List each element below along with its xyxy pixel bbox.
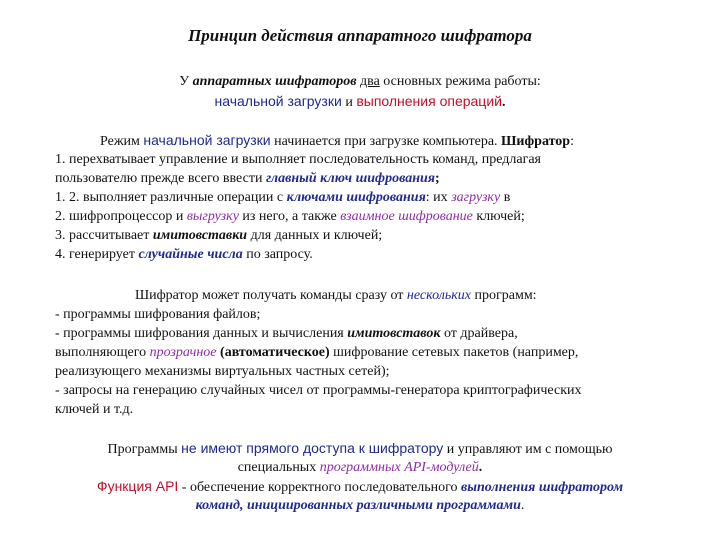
text: специальных <box>237 460 320 475</box>
highlight-boot-mode: начальной загрузки <box>214 93 342 109</box>
multi-line-3 <box>55 324 518 343</box>
highlight-master-key: главный ключ шифрования <box>265 171 435 186</box>
text: программ: <box>471 288 537 303</box>
highlight-execution: выполнения шифратором <box>460 480 624 495</box>
boot-line-1 <box>100 131 574 151</box>
text: для данных и ключей; <box>247 228 383 243</box>
text: 3. рассчитывает <box>55 228 153 243</box>
highlight-transparent: прозрачное <box>149 345 217 360</box>
text: - программы шифрования данных и вычисления <box>55 326 348 341</box>
multi-line-5: реализующего механизмы виртуальных частных сетей); <box>55 364 390 379</box>
text: У <box>179 74 193 89</box>
highlight-commands: команд, инициированных различными программами <box>195 498 521 513</box>
highlight-unload: выгрузку <box>186 209 239 224</box>
footer-line-1 <box>0 439 720 459</box>
boot-line-2: 1. перехватывает управление и выполняет последовательность команд, предлагая <box>55 152 541 167</box>
text: основных режима работы: <box>379 74 541 89</box>
highlight-operation-mode: выполнения операций <box>356 93 502 109</box>
highlight-two: два <box>360 74 380 89</box>
highlight-random-numbers: случайные числа <box>138 247 243 262</box>
text: и управляют им с помощью <box>443 442 613 457</box>
boot-line-7 <box>55 245 313 264</box>
text: начинается при загрузке компьютера. <box>270 134 502 149</box>
highlight-load: загрузку <box>451 190 501 205</box>
slide-title: Принцип действия аппаратного шифратора <box>188 26 532 45</box>
text: ключей; <box>472 209 525 224</box>
boot-line-4 <box>55 188 510 207</box>
multi-line-1 <box>135 286 537 305</box>
boot-line-5 <box>55 207 525 226</box>
text: выполняющего <box>55 345 150 360</box>
highlight-automatic: (автоматическое) <box>220 345 330 360</box>
highlight-several: нескольких <box>406 288 472 303</box>
text: 2. шифропроцессор и <box>55 209 187 224</box>
text: . <box>520 498 525 513</box>
text: Программы <box>107 442 182 457</box>
text: 4. генерирует <box>55 247 139 262</box>
boot-line-6 <box>55 226 382 245</box>
text: и <box>341 95 357 110</box>
highlight-encryptor: Шифратор <box>501 134 571 149</box>
highlight-macs: имитовставок <box>347 326 441 341</box>
text: : их <box>425 190 452 205</box>
highlight-mac: имитовставки <box>152 228 248 243</box>
text: в <box>500 190 511 205</box>
multi-line-2: - программы шифрования файлов; <box>55 307 261 322</box>
text: . <box>478 460 483 475</box>
highlight-no-direct-access: не имеют прямого доступа к шифратору <box>181 440 444 456</box>
text: Режим <box>100 134 144 149</box>
text: из него, а также <box>238 209 341 224</box>
multi-line-6: - запросы на генерацию случайных чисел от программы-генератора криптографических <box>55 383 582 398</box>
highlight-hardware-encryptors: аппаратных шифраторов <box>192 74 357 89</box>
intro-line-1 <box>0 72 720 91</box>
footer-line-4 <box>0 496 720 515</box>
footer-line-2 <box>0 458 720 477</box>
highlight-api-function: Функция API <box>96 478 179 494</box>
highlight-encryption-keys: ключами шифрования <box>286 190 426 205</box>
intro-line-2 <box>0 92 720 112</box>
multi-line-4 <box>55 343 578 362</box>
highlight-api-modules: программных API-модулей <box>319 460 479 475</box>
text: : <box>570 134 574 149</box>
text: от драйвера, <box>440 326 518 341</box>
text: шифрование сетевых пакетов (например, <box>329 345 579 360</box>
highlight-mutual-encryption: взаимное шифрование <box>340 209 473 224</box>
highlight-boot-mode: начальной загрузки <box>143 132 271 148</box>
text: пользователю прежде всего ввести <box>55 171 266 186</box>
text: по запросу. <box>242 247 313 262</box>
text: - обеспечение корректного последовательного <box>178 480 461 495</box>
multi-line-7: ключей и т.д. <box>55 402 134 417</box>
boot-line-3 <box>55 169 440 188</box>
text: Шифратор может получать команды сразу от <box>135 288 407 303</box>
footer-line-3 <box>0 477 720 497</box>
text: 1. 2. выполняет различные операции с <box>55 190 287 205</box>
text: . <box>501 95 506 110</box>
text: ; <box>435 171 440 186</box>
